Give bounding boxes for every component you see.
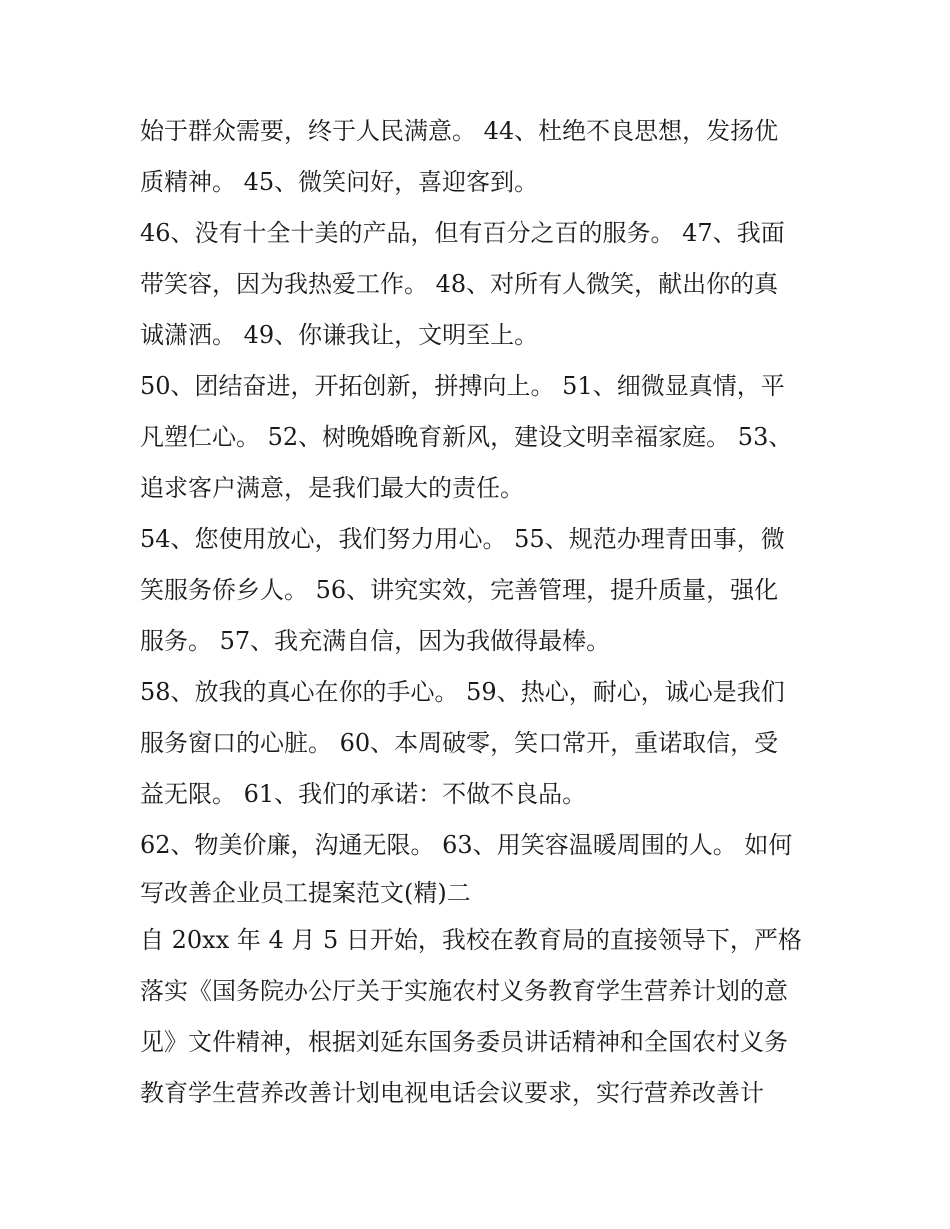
text-line: 54、您使用放心，我们努力用心。 55、规范办理青田事，微 [140,525,785,553]
text-line: 见》文件精神，根据刘延东国务委员讲话精神和全国农村义务 [140,1028,788,1056]
text-line: 写改善企业员工提案范文(精)二 [140,879,471,907]
text-line: 始于群众需要，终于人民满意。 44、杜绝不良思想，发扬优 [140,117,779,145]
text-line: 教育学生营养改善计划电视电话会议要求，实行营养改善计 [140,1079,764,1107]
text-line: 追求客户满意，是我们最大的责任。 [140,474,524,502]
text-line: 50、团结奋进，开拓创新，拼搏向上。 51、细微显真情，平 [140,372,785,400]
text-line: 服务。 57、我充满自信，因为我做得最棒。 [140,627,611,655]
text-line: 笑服务侨乡人。 56、讲究实效，完善管理，提升质量，强化 [140,576,779,604]
text-line: 服务窗口的心脏。 60、本周破零，笑口常开，重诺取信，受 [140,729,779,757]
document-body [140,106,820,1119]
text-line: 62、物美价廉，沟通无限。 63、用笑容温暖周围的人。 如何 [140,831,793,859]
text-line: 凡塑仁心。 52、树晚婚晚育新风，建设文明幸福家庭。 53、 [140,423,793,451]
text-line: 质精神。 45、微笑问好，喜迎客到。 [140,168,539,196]
text-line: 落实《国务院办公厅关于实施农村义务教育学生营养计划的意 [140,977,788,1005]
text-line: 自 20xx 年 4 月 5 日开始，我校在教育局的直接领导下，严格 [140,926,802,954]
text-line: 46、没有十全十美的产品，但有百分之百的服务。 47、我面 [140,219,785,247]
text-line: 58、放我的真心在你的手心。 59、热心，耐心，诚心是我们 [140,678,785,706]
text-line: 益无限。 61、我们的承诺：不做不良品。 [140,780,587,808]
text-line: 诚潇洒。 49、你谦我让，文明至上。 [140,321,539,349]
text-line: 带笑容，因为我热爱工作。 48、对所有人微笑，献出你的真 [140,270,779,298]
